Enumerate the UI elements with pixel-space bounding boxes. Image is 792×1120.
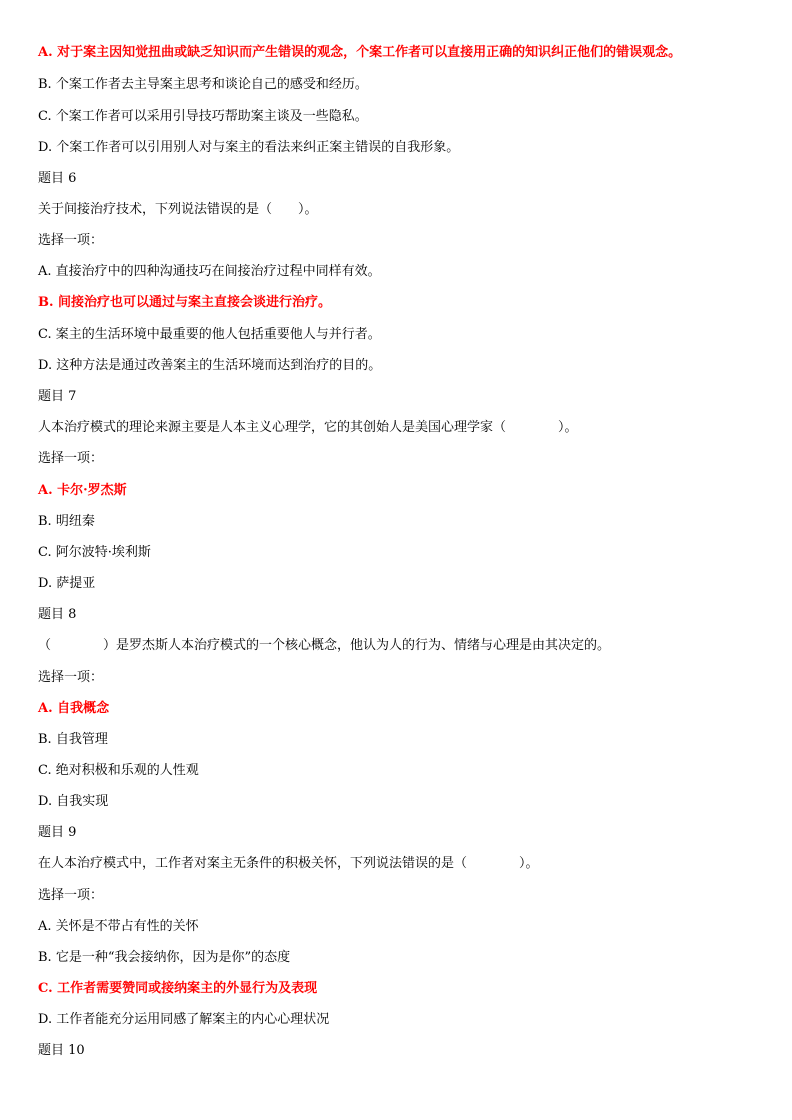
q6-number: 题目 6 bbox=[38, 171, 77, 186]
q6-option-a: A. 直接治疗中的四种沟通技巧在间接治疗过程中同样有效。 bbox=[38, 264, 381, 279]
q8-option-c: C. 绝对积极和乐观的人性观 bbox=[38, 763, 199, 778]
q6-prompt: 选择一项： bbox=[38, 233, 104, 248]
q5-option-b: B. 个案工作者去主导案主思考和谈论自己的感受和经历。 bbox=[38, 77, 368, 92]
q7-option-c: C. 阿尔波特·埃利斯 bbox=[38, 545, 151, 560]
q7-number: 题目 7 bbox=[38, 389, 77, 404]
q8-number: 题目 8 bbox=[38, 607, 77, 622]
q9-option-a: A. 关怀是不带占有性的关怀 bbox=[38, 919, 199, 934]
q5-option-a-correct: A. 对于案主因知觉扭曲或缺乏知识而产生错误的观念，个案工作者可以直接用正确的知识纠正他们的错误观念。 bbox=[38, 45, 682, 60]
q9-stem: 在人本治疗模式中，工作者对案主无条件的积极关怀，下列说法错误的是（ ）。 bbox=[38, 856, 539, 871]
q5-option-d: D. 个案工作者可以引用别人对与案主的看法来纠正案主错误的自我形象。 bbox=[38, 140, 460, 155]
q7-option-b: B. 明纽秦 bbox=[38, 514, 95, 529]
q6-option-c: C. 案主的生活环境中最重要的他人包括重要他人与并行者。 bbox=[38, 327, 381, 342]
q9-option-b: B. 它是一种“我会接纳你，因为是你”的态度 bbox=[38, 950, 291, 965]
q10-number: 题目 10 bbox=[38, 1043, 85, 1058]
q8-option-a-correct: A. 自我概念 bbox=[38, 701, 110, 716]
q8-stem: （ ）是罗杰斯人本治疗模式的一个核心概念，他认为人的行为、情绪与心理是由其决定的。 bbox=[38, 638, 611, 653]
q7-option-d: D. 萨提亚 bbox=[38, 576, 96, 591]
q8-option-b: B. 自我管理 bbox=[38, 732, 108, 747]
q9-number: 题目 9 bbox=[38, 825, 77, 840]
q9-option-c-correct: C. 工作者需要赞同或接纳案主的外显行为及表现 bbox=[38, 981, 318, 996]
q6-option-d: D. 这种方法是通过改善案主的生活环境而达到治疗的目的。 bbox=[38, 358, 382, 373]
q8-prompt: 选择一项： bbox=[38, 670, 104, 685]
q9-prompt: 选择一项： bbox=[38, 888, 104, 903]
q6-option-b-correct: B. 间接治疗也可以通过与案主直接会谈进行治疗。 bbox=[38, 295, 332, 310]
q7-prompt: 选择一项： bbox=[38, 451, 104, 466]
q5-option-c: C. 个案工作者可以采用引导技巧帮助案主谈及一些隐私。 bbox=[38, 109, 368, 124]
q6-stem: 关于间接治疗技术，下列说法错误的是（ ）。 bbox=[38, 202, 318, 217]
q9-option-d: D. 工作者能充分运用同感了解案主的内心心理状况 bbox=[38, 1012, 330, 1027]
q7-stem: 人本治疗模式的理论来源主要是人本主义心理学，它的其创始人是美国心理学家（ ）。 bbox=[38, 420, 578, 435]
q7-option-a-correct: A. 卡尔·罗杰斯 bbox=[38, 483, 127, 498]
q8-option-d: D. 自我实现 bbox=[38, 794, 109, 809]
